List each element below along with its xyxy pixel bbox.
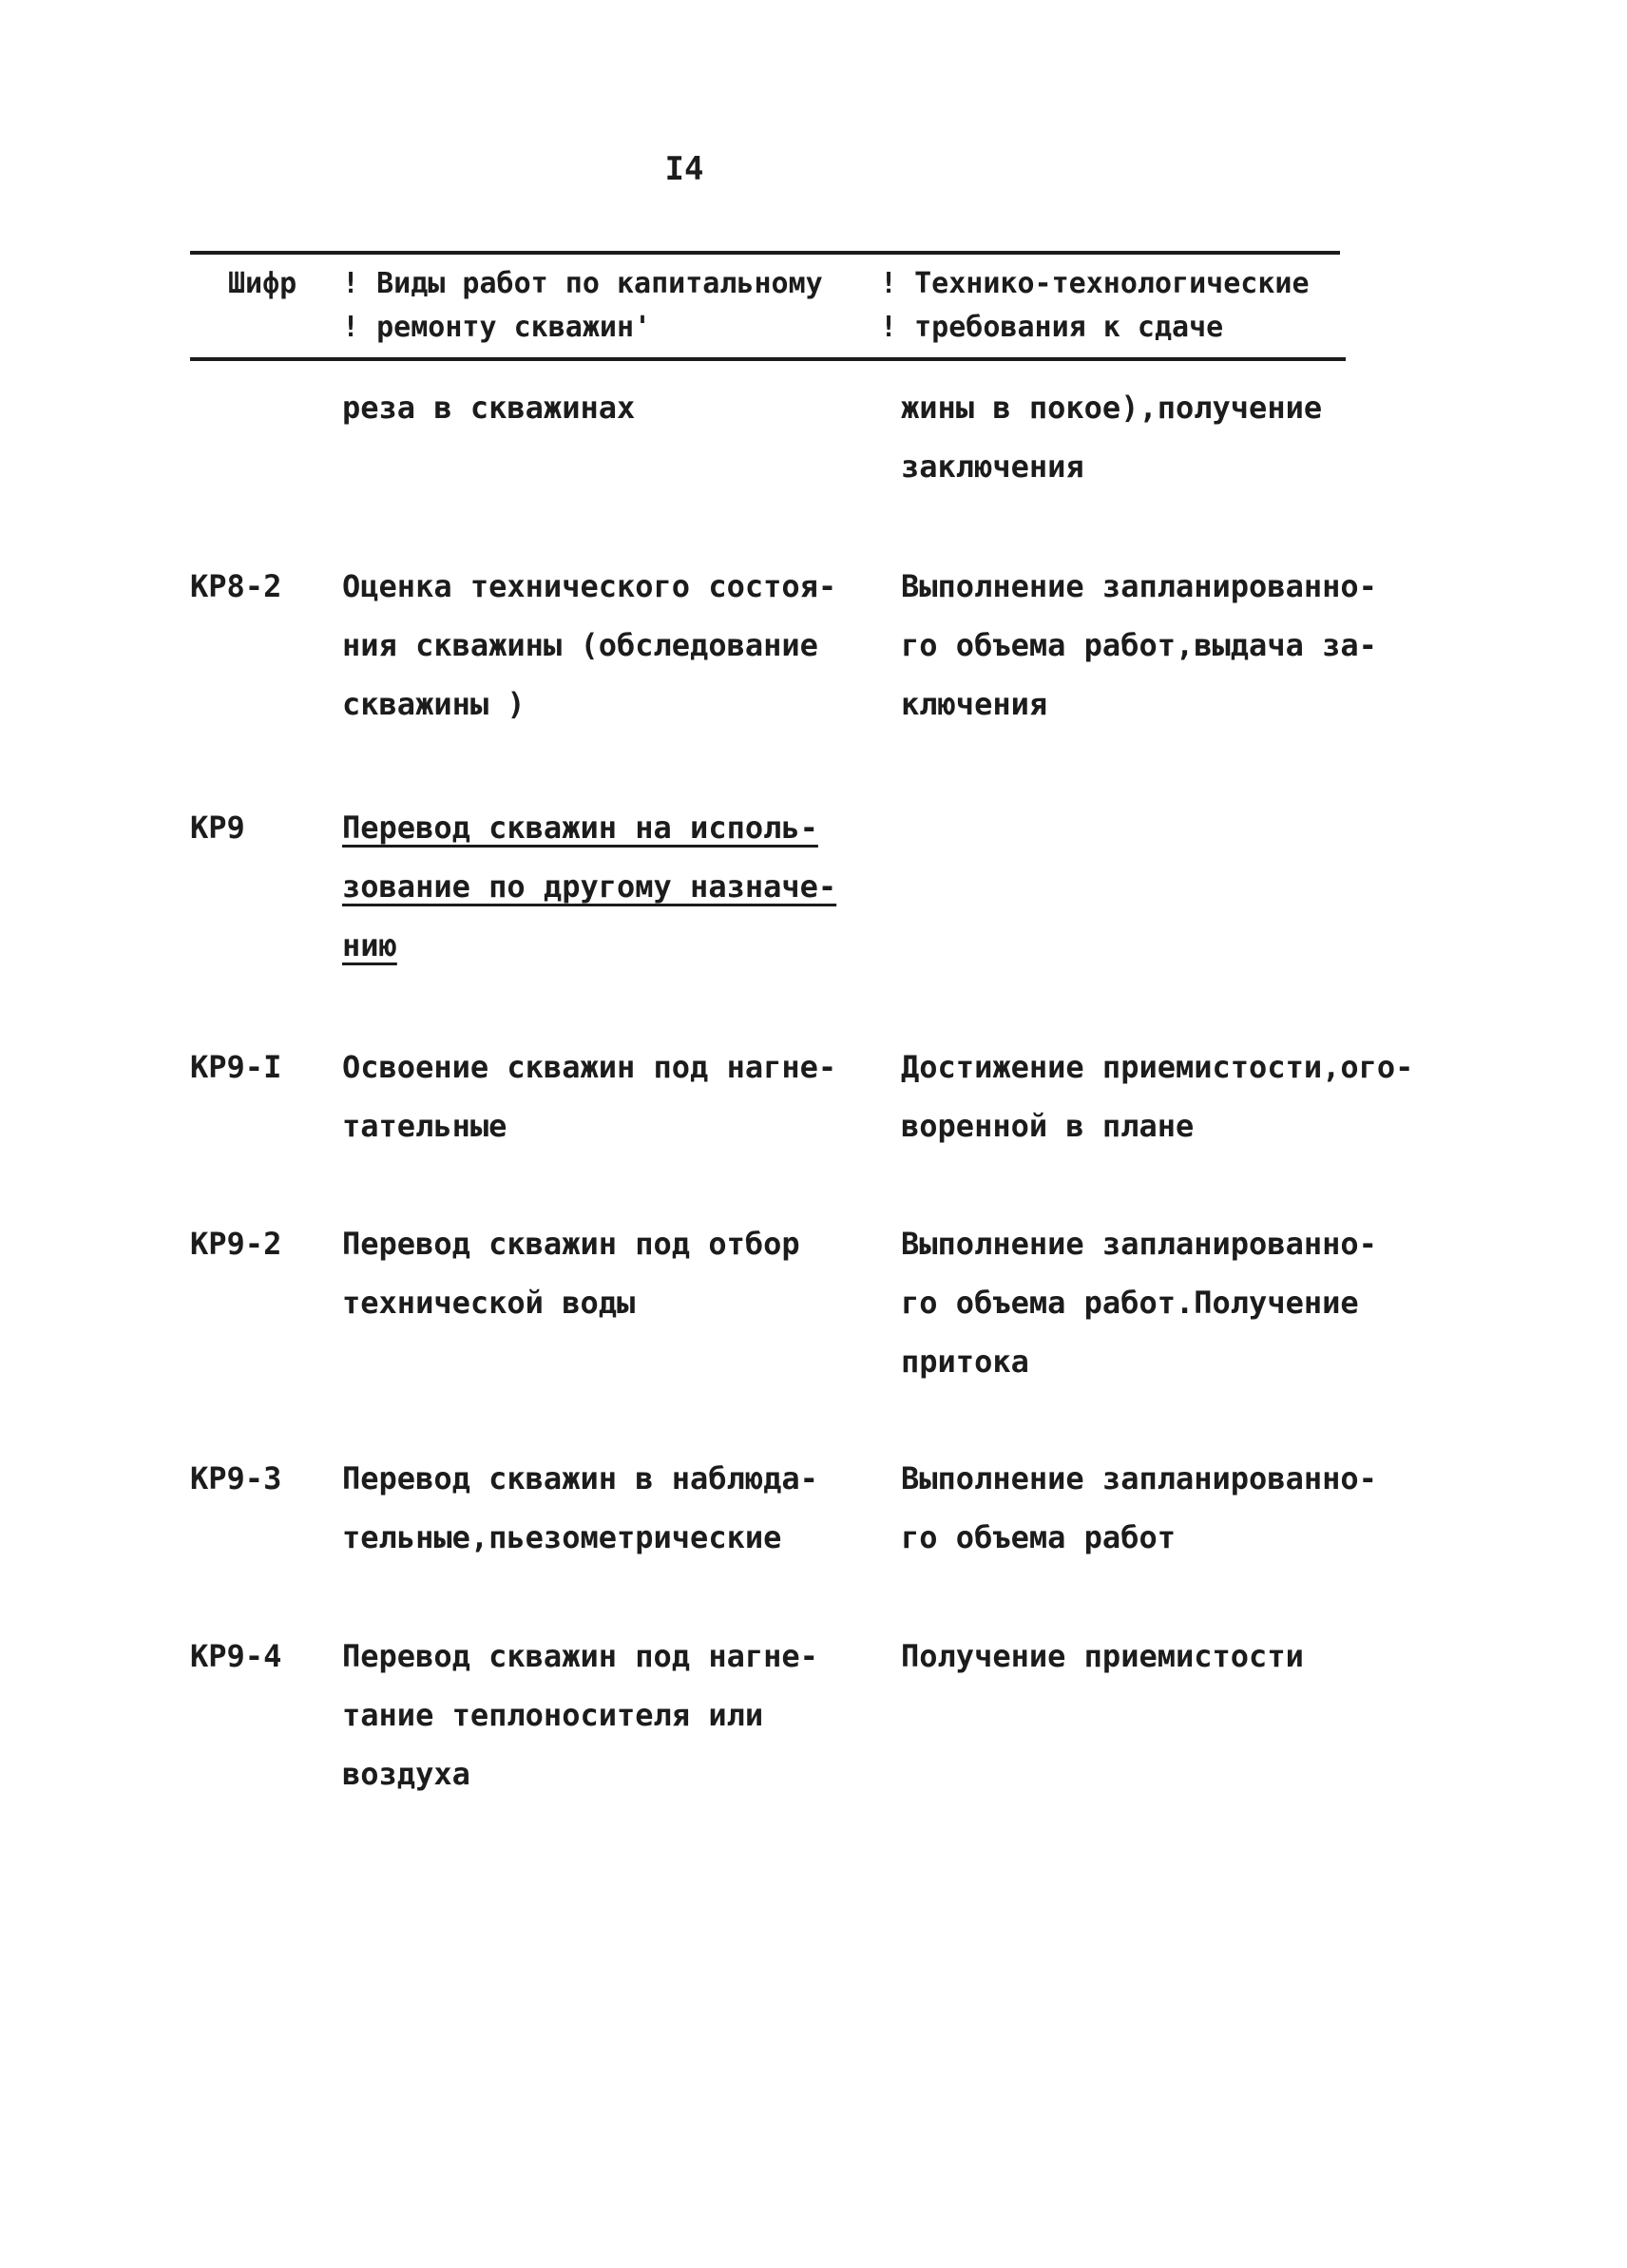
- requirements-line: притока: [901, 1344, 1029, 1380]
- header-requirements-line: ! Технико-технологические: [880, 267, 1310, 300]
- table-row-requirements: [901, 1214, 1377, 1391]
- table-row-work: [342, 1449, 818, 1567]
- requirements-line: го объема работ.Получение: [901, 1285, 1359, 1321]
- requirements-line: Выполнение запланированно-: [901, 1226, 1377, 1262]
- work-line: зование по другому назначе-: [342, 868, 837, 905]
- work-line: тательные: [342, 1108, 507, 1144]
- table-row-requirements: [901, 378, 1322, 496]
- requirements-line: заключения: [901, 448, 1084, 485]
- table-row-requirements: [901, 557, 1377, 734]
- work-line: Перевод скважин на исполь-: [342, 810, 818, 846]
- header-work-line: ! ремонту скважин': [342, 311, 652, 344]
- table-row-requirements: [901, 1449, 1377, 1567]
- requirements-line: жины в покое),получение: [901, 390, 1323, 426]
- work-line: технической воды: [342, 1285, 636, 1321]
- table-row-code: КР9-2: [190, 1226, 282, 1262]
- table-row-code: КР8-2: [190, 568, 282, 604]
- requirements-line: го объема работ: [901, 1519, 1176, 1555]
- header-requirements: [880, 262, 1310, 350]
- table-row-code: КР9-4: [190, 1638, 282, 1674]
- table-row-code: КР9-I: [190, 1049, 282, 1085]
- work-line: Перевод скважин в наблюда-: [342, 1460, 818, 1496]
- work-line: Перевод скважин под отбор: [342, 1226, 800, 1262]
- header-work-types: [342, 262, 823, 350]
- work-line: тельные,пьезометрические: [342, 1519, 782, 1555]
- table-row-work: [342, 1627, 818, 1803]
- work-line: Перевод скважин под нагне-: [342, 1638, 818, 1674]
- table-row-work-heading: [342, 798, 836, 975]
- header-code: Шифр: [228, 267, 297, 300]
- requirements-line: го объема работ,выдача за-: [901, 627, 1377, 663]
- table-row-work: [342, 1038, 836, 1155]
- requirements-line: воренной в плане: [901, 1108, 1195, 1144]
- requirements-line: Выполнение запланированно-: [901, 568, 1377, 604]
- table-row-work: [342, 557, 836, 734]
- table-row-code: КР9: [190, 810, 245, 846]
- page-number: I4: [664, 150, 704, 188]
- table-row-requirements: [901, 1627, 1304, 1686]
- table-row-work: [342, 378, 635, 437]
- work-line: ния скважины (обследование: [342, 627, 818, 663]
- requirements-line: Выполнение запланированно-: [901, 1460, 1377, 1496]
- work-line: реза в скважинах: [342, 390, 636, 426]
- requirements-line: Достижение приемистости,ого-: [901, 1049, 1414, 1085]
- header-bottom-rule: [190, 357, 1346, 361]
- table-row-code: КР9-3: [190, 1460, 282, 1496]
- work-line: скважины ): [342, 686, 526, 722]
- work-line: воздуха: [342, 1756, 470, 1792]
- table-row-work: [342, 1214, 800, 1332]
- work-line: тание теплоносителя или: [342, 1697, 764, 1733]
- requirements-line: ключения: [901, 686, 1048, 722]
- requirements-line: Получение приемистости: [901, 1638, 1304, 1674]
- work-line: Освоение скважин под нагне-: [342, 1049, 837, 1085]
- header-requirements-line: ! требования к сдаче: [880, 311, 1224, 344]
- table-row-requirements: [901, 1038, 1413, 1155]
- work-line: Оценка технического состоя-: [342, 568, 837, 604]
- table-top-rule: [190, 251, 1340, 255]
- work-line: нию: [342, 927, 397, 963]
- header-work-line: ! Виды работ по капитальному: [342, 267, 823, 300]
